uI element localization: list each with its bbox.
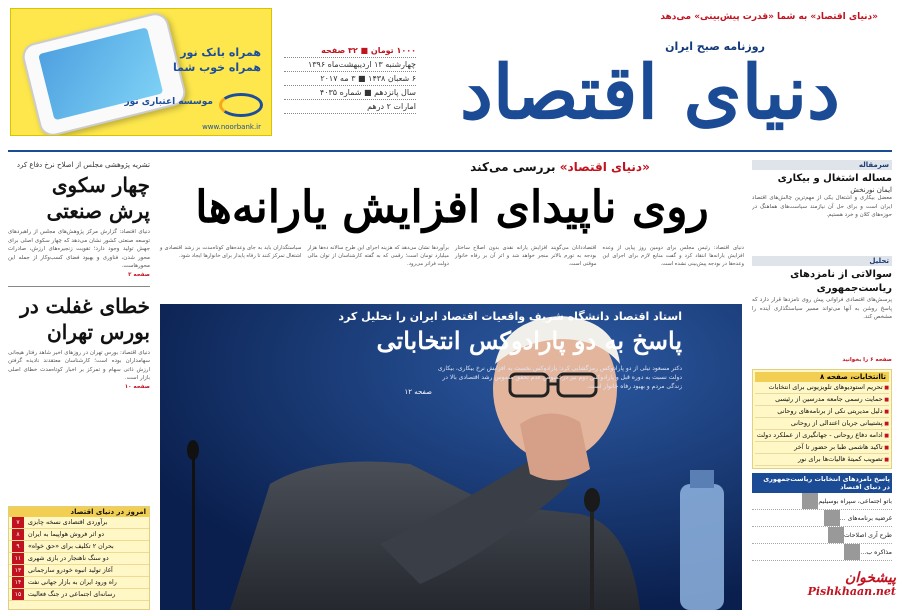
- candidates-list: [752, 493, 892, 561]
- index-item-page: ۹: [12, 541, 24, 552]
- bank-advertisement[interactable]: [10, 8, 272, 136]
- date-other: ۶ شعبان ۱۴۳۸ ■ ۳ مه ۲۰۱۷: [284, 72, 416, 86]
- index-item[interactable]: [9, 577, 149, 589]
- index-item-title: دو سنگ ناهنجار در بازی شهری: [28, 555, 109, 562]
- candidate-photo: [828, 527, 844, 543]
- story1-category: تشریه پژوهشی مجلس از اصلاح نرخ دفاع کرد: [16, 161, 150, 169]
- lede-col-2: اقتصاددانان می‌گویند افزایش یارانه نقدی بدون اصلاح ساختار بودجه به تورم بالاتر منجر خواهد شد و اثر آن بر رفاه خانوار موقتی است.: [455, 245, 597, 268]
- candidate-photo: [844, 544, 860, 560]
- election-item[interactable]: ■ تحریم استودیوهای تلویزیونی برای انتخابات: [755, 382, 889, 394]
- index-box: [8, 506, 150, 610]
- watermark-en: Pishkhaan.net: [807, 585, 896, 598]
- right-column: [752, 160, 892, 610]
- kicker-rest: بررسی می‌کند: [470, 160, 556, 174]
- issue-number: سال پانزدهم ■ شماره ۴۰۳۵: [284, 86, 416, 100]
- election-box-header: تاانتخابات، صفحه ۸: [755, 372, 889, 382]
- lede-col-1: دنیای اقتصاد: رئیس مجلس برای دومین روز پیاپی از وعده افزایش یارانه‌ها انتقاد کرد و گفت منابع لازم برای اجرای این وعده‌ها در بودجه پیش‌بینی نشده است.: [602, 245, 744, 268]
- tablet-illustration: [20, 10, 189, 136]
- index-header: امروز در دنیای اقتصاد: [9, 507, 149, 517]
- editorial-author: ایمان نورنخش: [850, 186, 892, 194]
- lede-col-4: سیاستگذاران باید به جای وعده‌های کوتاه‌مدت بر رشد اقتصادی و اشتغال تمرکز کنند تا رفاه پایدار برای خانوارها ایجاد شود.: [160, 245, 302, 260]
- index-item[interactable]: [9, 553, 149, 565]
- index-item-page: ۷: [12, 517, 24, 528]
- masthead-tagline: «دنیای اقتصاد» به شما «قدرت پیش‌بینی» می‌دهد: [660, 12, 878, 22]
- index-item[interactable]: [9, 529, 149, 541]
- analysis-section: تحلیل: [752, 256, 892, 266]
- election-item[interactable]: ■ ادامه دفاع روحانی - جهانگیری از عملکرد دولت: [755, 430, 889, 442]
- ad-line2: همراه خوب شما: [173, 61, 261, 74]
- election-box: [752, 369, 892, 469]
- index-item-title: بحران ۲ تکلیف برای «حق خواه»: [28, 543, 114, 550]
- index-item[interactable]: [9, 541, 149, 553]
- analysis-body: پرسش‌های اقتصادی فراوانی پیش روی نامزدها قرار دارد که پاسخ روشن به آنها می‌تواند مسیر سیاستگذاری آینده را مشخص کند.: [752, 297, 892, 321]
- lede-col-3: برآوردها نشان می‌دهد که هزینه اجرای این طرح سالانه ده‌ها هزار میلیارد تومان است؛ رقمی که به گفته کارشناسان از توان مالی دولت فراتر می‌رود.: [307, 245, 449, 268]
- index-list: [9, 517, 149, 601]
- editorial-section: سرمقاله: [752, 160, 892, 170]
- photo-page: صفحه ۱۲: [404, 388, 432, 396]
- index-item[interactable]: [9, 565, 149, 577]
- masthead-divider: [8, 150, 892, 152]
- candidate-item-label: باتو اجتماعی، سپراه بوسیلیم: [818, 497, 892, 505]
- masthead-subtitle: روزنامه صبح ایران: [665, 40, 765, 53]
- index-item-title: راه ورود ایران به بازار جهانی نفت: [28, 579, 117, 586]
- newspaper-title: دنیای اقتصاد: [459, 50, 841, 136]
- index-item-page: ۸: [12, 529, 24, 540]
- candidate-item[interactable]: [752, 493, 892, 510]
- index-item-title: رسانه‌ای اجتماعی در جنگ فعالیت: [28, 591, 116, 598]
- story2-headline[interactable]: خطای غفلت در بورس تهران: [20, 293, 150, 344]
- uae-price: امارات ۲ درهم: [284, 100, 416, 114]
- candidate-item-label: طرح آری اصلاحات: [843, 531, 892, 539]
- lead-photo[interactable]: [160, 304, 742, 610]
- election-item[interactable]: ■ پشتیبانی جریان اعتدالی از روحانی: [755, 418, 889, 430]
- main-headline[interactable]: روی ناپیدای افزایش یارانه‌ها: [195, 182, 709, 233]
- ad-bank-name: موسسه اعتباری نور: [124, 97, 213, 107]
- ad-tagline: [171, 45, 261, 75]
- photo-label: استاد اقتصاد دانشگاه شریف واقعیات اقتصاد ایران را تحلیل کرد: [338, 310, 682, 323]
- story1-headline[interactable]: چهار سکوی پرش صنعتی: [46, 173, 150, 223]
- ad-line1: همراه بانک نور: [180, 46, 261, 59]
- bank-logo-icon: [219, 93, 263, 117]
- watermark-fa: پیشخوان: [844, 570, 896, 586]
- election-item[interactable]: ■ تاکید هاشمی طبا بر حضور تا آخر: [755, 442, 889, 454]
- analysis-page: صفحه ۶ را بخوانید: [842, 357, 892, 363]
- candidates-banner[interactable]: پاسخ نامزدهای انتخابات ریاست‌جمهوری در دنیای اقتصاد: [752, 473, 892, 493]
- index-item[interactable]: [9, 589, 149, 601]
- candidate-item-label: غرضیه برنامه‌های ...: [839, 514, 892, 522]
- candidate-photo: [802, 493, 818, 509]
- index-item-title: برآوردی اقتصادی نسخه چابزی: [28, 519, 108, 526]
- index-item-title: آغاز تولید انبوه خودرو سارجمانی: [28, 567, 113, 574]
- price: ۱۰۰۰ تومان ■ ۳۲ صفحه: [284, 44, 416, 58]
- candidate-item[interactable]: [752, 510, 892, 527]
- ad-url[interactable]: www.noorbank.ir: [202, 123, 261, 131]
- index-item-page: ۱۴: [12, 577, 24, 588]
- election-item[interactable]: ■ دلیل مدیریتی نکی از برنامه‌های روحانی: [755, 406, 889, 418]
- editorial-body: معضل بیکاری و اشتغال یکی از مهم‌ترین چالش‌های اقتصاد ایران است و برای حل آن نیازمند سیاست‌های هماهنگ در حوزه‌های کلان و خرد هستیم.: [752, 195, 892, 219]
- index-item-page: ۱۵: [12, 589, 24, 600]
- candidate-item-label: مذاکره ب...: [860, 548, 892, 556]
- analysis-title[interactable]: سوالاتی از نامزدهای ریاست‌جمهوری: [790, 269, 892, 294]
- election-item[interactable]: ■ حمایت رسمی جامعه مدرسین از رئیسی: [755, 394, 889, 406]
- pishkhaan-watermark: [772, 570, 896, 614]
- photo-headline[interactable]: پاسخ به دو پارادوکس انتخاباتی: [376, 326, 682, 355]
- divider: [8, 286, 150, 287]
- index-item-title: دو اثر فروش هواپیما به ایران: [28, 531, 105, 538]
- index-item-page: ۱۱: [12, 553, 24, 564]
- story1-page: صفحه ۲: [128, 271, 150, 278]
- story1-body: دنیای اقتصاد: گزارش مرکز پژوهش‌های مجلس از راهبردهای توسعه صنعتی کشور نشان می‌دهد که چهار سکوی اصلی برای جهش تولید وجود دارد؛ تقویت زنجیره‌های ارزش، صادرات محور شدن، فناوری و بهبود فضای کسب‌وکار از جمله این محورهاست.: [8, 229, 150, 270]
- candidate-photo: [824, 510, 840, 526]
- index-item-page: ۱۳: [12, 565, 24, 576]
- story2-page: صفحه ۱۰: [124, 383, 150, 390]
- editorial-title[interactable]: مساله اشتغال و بیکاری: [777, 173, 892, 184]
- lede-columns: [160, 244, 744, 302]
- story2-body: دنیای اقتصاد: بورس تهران در روزهای اخیر شاهد رفتار هیجانی سهامداران بوده است؛ کارشناسان معتقدند نادیده گرفتن ارزش ذاتی سهام و تمرکز بر اخبار کوتاه‌مدت خطای اصلی بازار است.: [8, 349, 150, 382]
- kicker-source: «دنیای اقتصاد»: [559, 160, 650, 174]
- photo-text: دکتر مسعود نیلی از دو پارادوکس رمزگشایی کرد: پارادوکس نخست به افزایش نرخ بیکاری، بیکاری دولت نسبت به دوره قبل و پارادوکس دوم نیز درخصوص عدم تحقق ملموس رشد اقتصادی بالا در زندگی مردم و بهبود رفاه خانوار است.: [437, 365, 682, 390]
- date-persian: چهارشنبه ۱۳ اردیبهشت‌ماه ۱۳۹۶: [284, 58, 416, 72]
- election-item[interactable]: ■ تصویب کمیتهٔ فالیات‌ها برای نور: [755, 454, 889, 466]
- issue-info: [284, 44, 416, 114]
- election-list: [755, 382, 889, 466]
- main-kicker: [380, 160, 740, 174]
- index-item[interactable]: [9, 517, 149, 529]
- candidate-item[interactable]: [752, 527, 892, 544]
- candidate-item[interactable]: [752, 544, 892, 561]
